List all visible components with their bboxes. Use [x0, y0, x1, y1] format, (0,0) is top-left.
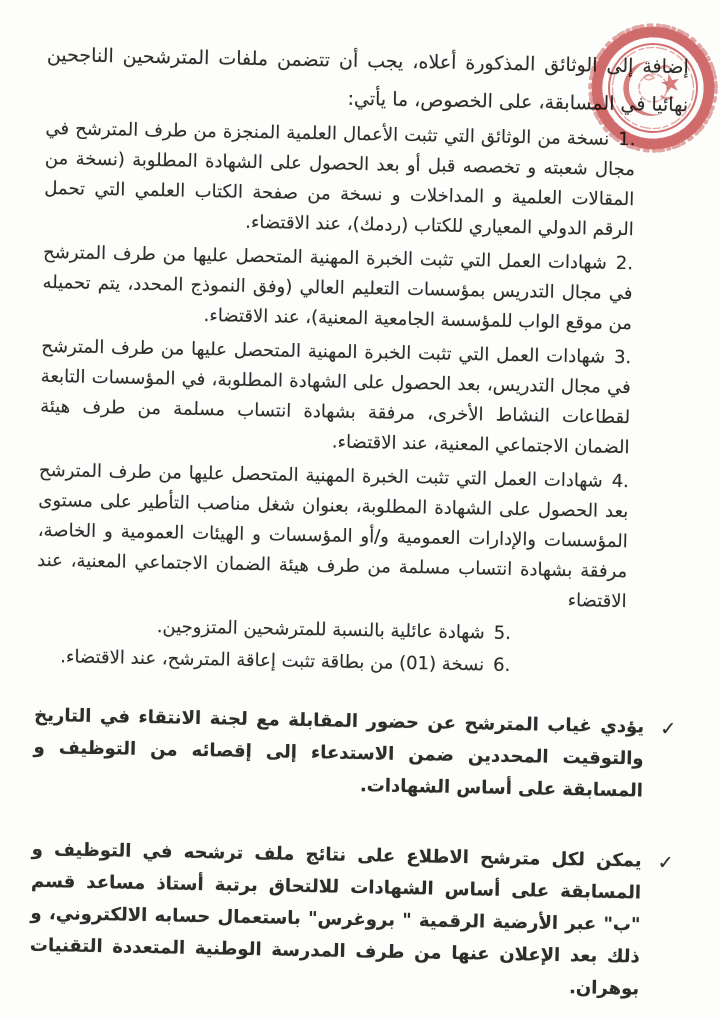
list-item-1 [44, 114, 636, 245]
note-text: يمكن لكل مترشح الاطلاع على نتائج ملف ترشحه في التوظيف و المسابقة على أساس الشهادات للالتحاق برتبة أستاذ مساعد قسم "ب" عبر الأرضية الرقمية " بروغرس" باستعمال حسابه الالكتروني، و ذلك بعد الإعلان عنها من طرف المدرسة الوطنية المتعددة التقنيات بوهران. [29, 838, 642, 1000]
official-stamp-icon [576, 6, 720, 168]
item-text: نسخة (01) من بطاقة تثبت إعاقة المترشح، عند الاقتضاء. [60, 646, 485, 676]
checkmark-icon: ✓ [657, 851, 674, 875]
numbered-list [35, 114, 688, 684]
item-number: 3. [613, 346, 632, 369]
item-number: 4. [611, 470, 630, 493]
item-number: 5. [493, 622, 512, 644]
item-text: شهادة عائلية بالنسبة للمترشحين المتزوجين. [156, 616, 485, 644]
item-text: نسخة من الوثائق التي تثبت الأعمال العلمية المنجزة من طرف المترشح في مجال شعبته و تخصصه قبل أو بعد الحصول على الشهادة المطلوبة (نسخة من المقالات العلمية و المداخلات و نسخة من صفحة الكتاب العلمي التي تحمل الرقم الدولي المعياري للكتاب (ردمك)، عند الاقتضاء. [44, 117, 636, 241]
item-text: شهادات العمل التي تثبت الخبرة المهنية المتحصل عليها من طرف المترشح في مجال التدريس بمؤسسات التعليم العالي (وفق النموذج المحدد، يتم تحميله من موقع الواب للمؤسسة الجامعية المعنية)، عند الاقتضاء. [42, 241, 633, 335]
item-number: 1. [618, 128, 636, 151]
list-item-4 [36, 456, 629, 617]
note-item-2 [29, 834, 674, 1006]
list-item-6 [35, 642, 510, 681]
list-item-2 [42, 238, 634, 339]
item-number: 2. [615, 252, 634, 275]
note-item-1 [33, 700, 677, 808]
item-number: 6. [492, 654, 511, 676]
item-text: شهادات العمل التي تثبت الخبرة المهنية المتحصل عليها من طرف المترشح بعد الحصول على الشهادة المطلوبة، بعنوان شغل مناصب التأطير على مستوى المؤسسات والإدارات العمومية و/أو المؤسسات و الهيئات العمومية و الخاصة، مرفقة بشهادة انتساب مسلمة من طرف هيئة الضمان الاجتماعي المعنية، عند الاقتضاء [37, 459, 629, 613]
intro-paragraph: إضافة إلى الوثائق المذكورة أعلاه، يجب أن تتضمن ملفات المترشحين الناجحين نهائيا في المسابقة، على الخصوص، ما يأتي: [46, 43, 690, 117]
item-text: شهادات العمل التي تثبت الخبرة المهنية المتحصل عليها من طرف المترشح في مجال التدريس، بعد الحصول على الشهادة المطلوبة، في المؤسسات التابعة لقطاعات النشاط الأخرى، مرفقة بشهادة انتساب مسلمة من طرف هيئة الضمان الاجتماعي المعنية، عند الاقتضاء. [40, 335, 631, 459]
checkmark-icon: ✓ [659, 717, 677, 741]
note-text: يؤدي غياب المترشح عن حضور المقابلة مع لجنة الانتقاء في التاريخ والتوقيت المحددين ضمن الاستدعاء إلى إقصائه من التوظيف و المسابقة على أساس الشهادات. [33, 704, 645, 802]
list-item-3 [39, 332, 631, 463]
